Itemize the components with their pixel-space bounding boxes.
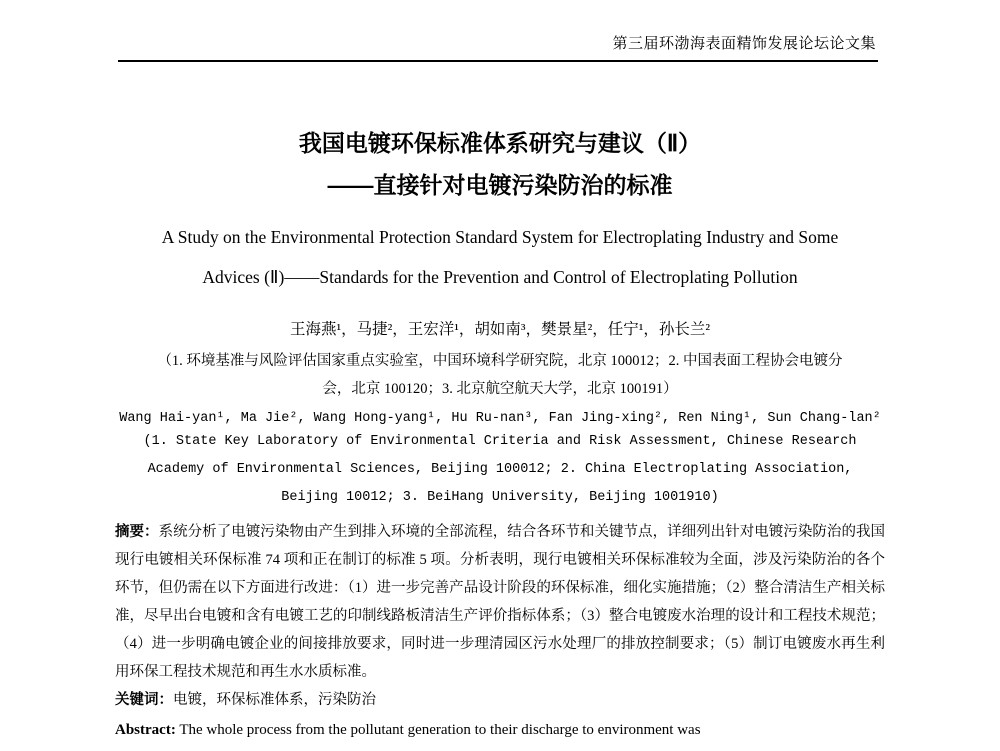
paper-title-cn: 我国电镀环保标准体系研究与建议（Ⅱ） bbox=[298, 130, 702, 156]
abstract-cn-text: 系统分析了电镀污染物由产生到排入环境的全部流程，结合各环节和关键节点，详细列出针对电镀污染防治的我国现行电镀相关环保标准 74 项和正在制订的标准 5 项。分析表明，现行电镀相关环保标准较为全面，涉及污染防治的各个环节，但仍需在以下方面进行改进：（1）进一步完善产品设计阶段的环保标准，细化实施措施；（2）整合清洁生产相关标准，尽早出台电镀和含有电镀工艺的印制线路板清洁生产评价指标体系；（3）整合电镀废水治理的设计和工程技术规范；（4）进一步明确电镀企业的间接排放要求，同时进一步理清园区污水处理厂的排放控制要求；（5）制订电镀废水再生利用环保工程技术规范和再生水水质标准。 bbox=[115, 524, 886, 680]
affiliations-en-line1: (1. State Key Laboratory of Environmental Criteria and Risk Assessment, Chinese Research bbox=[143, 434, 857, 449]
keywords-label: 关键词： bbox=[115, 692, 173, 708]
abstract-en-text: The whole process from the pollutant generation to their discharge to environment was bbox=[179, 722, 701, 738]
affiliations-en-line2: Academy of Environmental Sciences, Beijing 100012; 2. China Electroplating Association, bbox=[147, 462, 853, 477]
abstract-en-label: Abstract: bbox=[115, 722, 176, 738]
paper-title-en-line2: Advices (Ⅱ)——Standards for the Prevention and Control of Electroplating Pollution bbox=[202, 267, 798, 287]
authors-en: Wang Hai-yan¹, Ma Jie², Wang Hong-yang¹, Hu Ru-nan³, Fan Jing-xing², Ren Ning¹, Sun Chang-lan² bbox=[119, 411, 881, 426]
keywords-line bbox=[115, 686, 885, 714]
authors-cn: 王海燕¹，马捷²，王宏洋¹，胡如南³，樊景星²，任宁¹，孙长兰² bbox=[289, 321, 711, 338]
abstract-cn-label: 摘要： bbox=[115, 524, 159, 540]
abstract-en-paragraph bbox=[115, 716, 885, 744]
paper-title-en bbox=[115, 217, 885, 297]
header-rule bbox=[118, 60, 878, 62]
affiliations-cn: （1. 环境基准与风险评估国家重点实验室，中国环境科学研究院，北京 100012；2. 中国表面工程协会电镀分会，北京 100120；3. 北京航空航天大学，北京 100191） bbox=[157, 353, 843, 397]
paper-content bbox=[115, 128, 885, 744]
paper-subtitle-cn: ——直接针对电镀污染防治的标准 bbox=[327, 172, 673, 198]
affiliations-en-line3: Beijing 10012; 3. BeiHang University, Beijing 1001910) bbox=[281, 490, 719, 505]
running-header: 第三届环渤海表面精饰发展论坛论文集 bbox=[612, 36, 876, 52]
paper-title-en-line1: A Study on the Environmental Protection Standard System for Electroplating Industry and Some bbox=[161, 227, 839, 247]
affiliations-en bbox=[115, 428, 885, 512]
abstract-cn-paragraph bbox=[115, 518, 885, 686]
keywords-text: 电镀，环保标准体系，污染防治 bbox=[173, 692, 376, 708]
